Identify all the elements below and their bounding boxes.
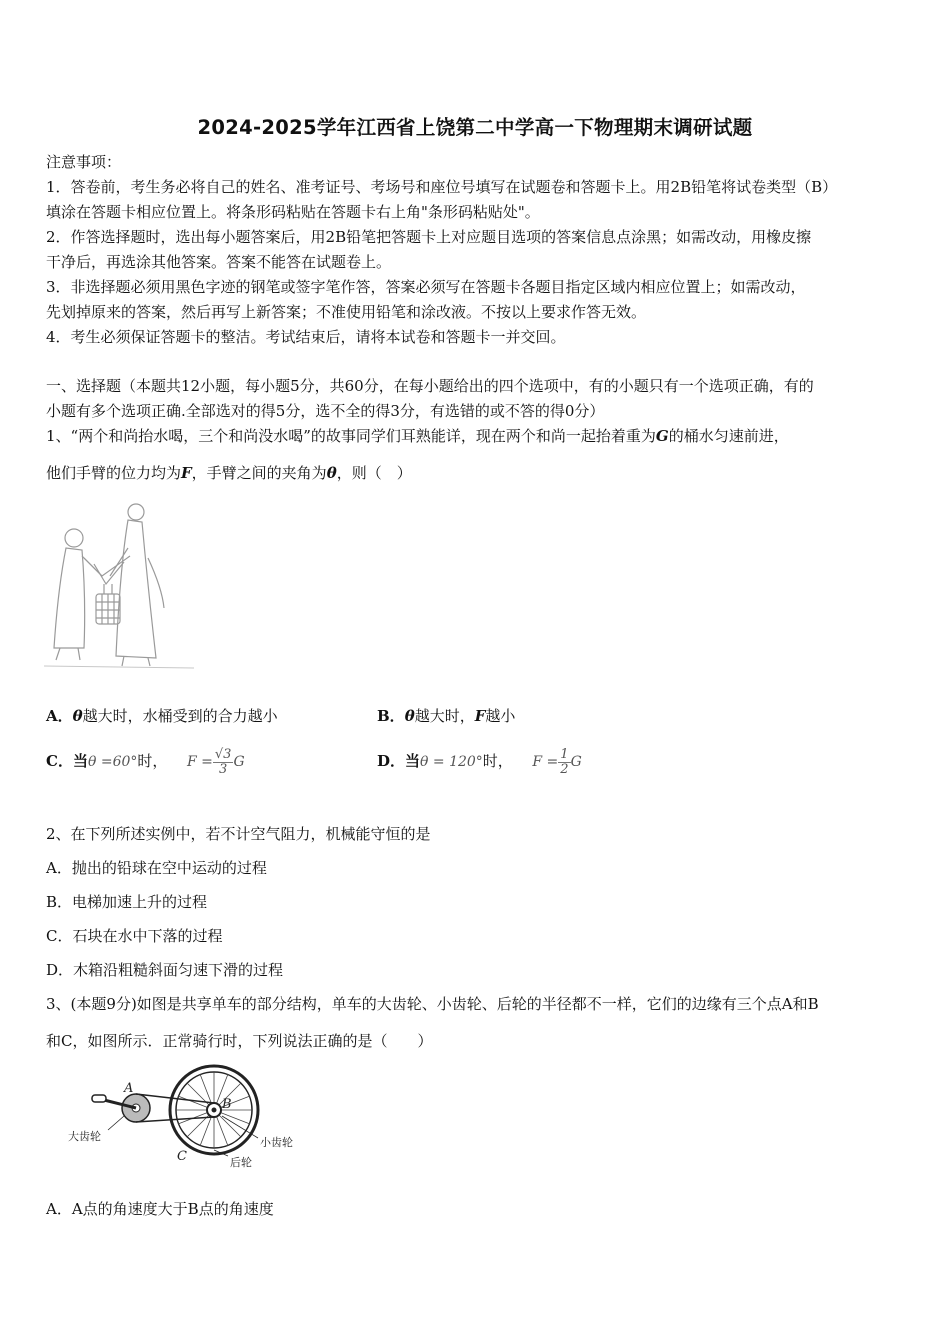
- fraction-sqrt3-over-3: $\frac{√3}{3}$: [214, 746, 232, 777]
- page-title: 2024-2025学年江西省上饶第二中学高一下物理期末调研试题: [197, 116, 753, 139]
- point-a-label: A: [124, 1081, 134, 1096]
- q1-option-d[interactable]: D．当θ = 120°时， F = $\frac{1}{2}$ G: [377, 746, 582, 777]
- rear-wheel-label: 后轮: [230, 1156, 252, 1169]
- q1-option-c[interactable]: C．当θ =60°时， F = $\frac{√3}{3}$ G: [46, 746, 245, 777]
- small-gear-label: 小齿轮: [260, 1136, 293, 1149]
- notice-line: 4．考生必须保证答题卡的整洁。考试结束后，请将本试卷和答题卡一并交回。: [46, 328, 566, 346]
- point-c-label: C: [177, 1149, 187, 1164]
- q1-option-b[interactable]: B．θ越大时，F越小: [377, 707, 516, 725]
- q3-stem-line1: 3、(本题9分)如图是共享单车的部分结构，单车的大齿轮、小齿轮、后轮的半径都不一样，它们的边缘有三个点A和B: [46, 995, 819, 1013]
- big-gear-label: 大齿轮: [68, 1130, 101, 1143]
- q2-stem: 2、在下列所述实例中，若不计空气阻力，机械能守恒的是: [46, 825, 431, 843]
- section-header: 小题有多个选项正确.全部选对的得5分，选不全的得3分，有选错的或不答的得0分）: [46, 402, 605, 420]
- q2-option-a[interactable]: A．抛出的铅球在空中运动的过程: [46, 859, 267, 877]
- q3-option-a[interactable]: A．A点的角速度大于B点的角速度: [46, 1200, 274, 1218]
- q1-option-a[interactable]: A．θ越大时，水桶受到的合力越小: [46, 707, 278, 725]
- notice-line: 3．非选择题必须用黑色字迹的钢笔或签字笔作答，答案必须写在答题卡各题目指定区域内相应位置上；如需改动，: [46, 278, 806, 296]
- monks-carrying-bucket-figure: [44, 498, 194, 670]
- notice-line: 干净后，再选涂其他答案。答案不能答在试题卷上。: [46, 253, 392, 271]
- q3-stem-line2: 和C，如图所示．正常骑行时，下列说法正确的是（ ）: [46, 1032, 433, 1050]
- point-b-label: B: [222, 1097, 232, 1112]
- notice-heading: 注意事项：: [46, 153, 122, 171]
- notice-line: 1．答卷前，考生务必将自己的姓名、准考证号、考场号和座位号填写在试题卷和答题卡上。用2B铅笔将试卷类型（B）: [46, 178, 838, 196]
- notice-line: 填涂在答题卡相应位置上。将条形码粘贴在答题卡右上角"条形码粘贴处"。: [46, 203, 540, 221]
- q1-stem-line1: 1、“两个和尚抬水喝，三个和尚没水喝”的故事同学们耳熟能详，现在两个和尚一起抬着重为G的桶水匀速前进，: [46, 427, 789, 445]
- q1-stem-line2: 他们手臂的位力均为F，手臂之间的夹角为θ，则（ ）: [46, 464, 412, 482]
- q2-option-b[interactable]: B．电梯加速上升的过程: [46, 893, 208, 911]
- bicycle-gear-figure: [64, 1064, 324, 1176]
- q2-option-c[interactable]: C．石块在水中下落的过程: [46, 927, 223, 945]
- section-header: 一、选择题（本题共12小题，每小题5分，共60分，在每小题给出的四个选项中，有的小题只有一个选项正确，有的: [46, 377, 814, 395]
- fraction-1-over-2: $\frac{1}{2}$: [560, 746, 569, 777]
- notice-line: 2．作答选择题时，选出每小题答案后，用2B铅笔把答题卡上对应题目选项的答案信息点涂黑；如需改动，用橡皮擦: [46, 228, 812, 246]
- q2-option-d[interactable]: D．木箱沿粗糙斜面匀速下滑的过程: [46, 961, 284, 979]
- notice-line: 先划掉原来的答案，然后再写上新答案；不准使用铅笔和涂改液。不按以上要求作答无效。: [46, 303, 647, 321]
